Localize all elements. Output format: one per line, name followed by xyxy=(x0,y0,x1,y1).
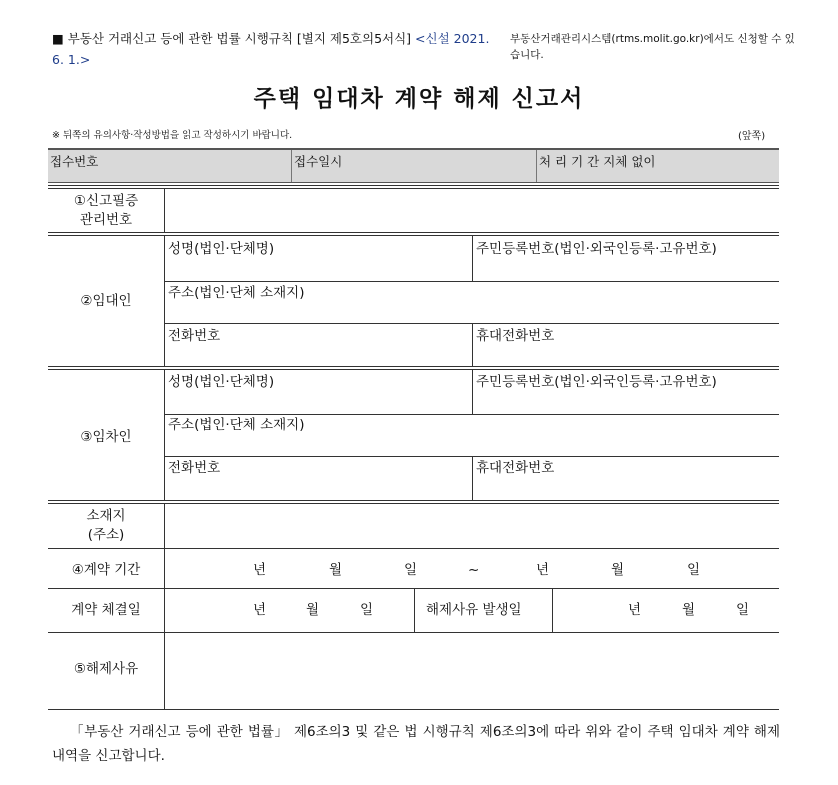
cancel-reason-label: ⑤해제사유 xyxy=(73,661,139,677)
cancel-reason-field[interactable] xyxy=(166,634,776,708)
location-label-line2: (주소) xyxy=(87,527,125,543)
online-filing-note: 부동산거래관리시스템(rtms.molit.go.kr)에서도 신청할 수 있습니다. xyxy=(510,33,795,61)
section-divider xyxy=(48,500,779,504)
amendment-note: <신설 2021. 6. 1.> xyxy=(52,31,490,67)
landlord-mobile-field[interactable]: 휴대전화번호 xyxy=(476,328,555,344)
landlord-label: ②임대인 xyxy=(80,293,132,309)
column-divider xyxy=(164,189,165,232)
period-end-month[interactable]: 월 xyxy=(611,562,625,578)
landlord-phone-field[interactable]: 전화번호 xyxy=(168,328,221,344)
landlord-name-field[interactable]: 성명(법인·단체명) xyxy=(168,241,275,257)
period-end-day[interactable]: 일 xyxy=(687,562,701,578)
tenant-label: ③임차인 xyxy=(80,429,132,445)
period-start-year[interactable]: 년 xyxy=(253,562,267,578)
location-label xyxy=(48,507,164,545)
receipt-date-field: 접수일시 xyxy=(291,150,536,182)
period-start-month[interactable]: 월 xyxy=(329,562,343,578)
period-separator: ~ xyxy=(468,562,480,578)
cancel-date-day[interactable]: 일 xyxy=(736,602,750,618)
column-divider xyxy=(414,588,415,632)
column-divider xyxy=(472,456,473,500)
section-divider xyxy=(48,232,779,236)
table-bottom-border xyxy=(48,709,779,710)
form-reference xyxy=(52,28,504,70)
report-id-label xyxy=(48,192,164,230)
landlord-regno-field[interactable]: 주민등록번호(법인·외국인등록·고유번호) xyxy=(476,241,717,257)
contract-date-label: 계약 체결일 xyxy=(71,602,141,618)
declaration-statement: 「부동산 거래신고 등에 관한 법률」 제6조의3 및 같은 법 시행규칙 제6조의3에 따라 위와 같이 주택 임대차 계약 해제 내역을 신고합니다. xyxy=(52,724,780,764)
column-divider xyxy=(164,236,165,366)
tenant-regno-field[interactable]: 주민등록번호(법인·외국인등록·고유번호) xyxy=(476,374,717,390)
report-id-label-line2: 관리번호 xyxy=(79,212,133,228)
contract-date-year[interactable]: 년 xyxy=(253,602,267,618)
row-divider xyxy=(164,414,779,415)
landlord-address-field[interactable]: 주소(법인·단체 소재지) xyxy=(168,285,305,301)
period-start-day[interactable]: 일 xyxy=(404,562,418,578)
cancel-date-label: 해제사유 발생일 xyxy=(426,602,522,618)
column-divider xyxy=(164,504,165,710)
contract-date-day[interactable]: 일 xyxy=(360,602,374,618)
page-side-label: (앞쪽) xyxy=(738,131,766,142)
column-divider xyxy=(472,236,473,281)
tenant-address-field[interactable]: 주소(법인·단체 소재지) xyxy=(168,417,305,433)
contract-date-month[interactable]: 월 xyxy=(306,602,320,618)
row-divider xyxy=(164,281,779,282)
instruction-note: ※ 뒤쪽의 유의사항·작성방법을 읽고 작성하시기 바랍니다. xyxy=(52,130,293,141)
column-divider xyxy=(472,323,473,366)
office-use-row xyxy=(48,148,779,183)
tenant-phone-field[interactable]: 전화번호 xyxy=(168,460,221,476)
period-end-year[interactable]: 년 xyxy=(536,562,550,578)
column-divider xyxy=(472,370,473,415)
receipt-number-field: 접수번호 xyxy=(50,154,99,169)
cancel-date-year[interactable]: 년 xyxy=(628,602,642,618)
column-divider xyxy=(552,588,553,632)
location-label-line1: 소재지 xyxy=(86,508,126,524)
form-title: 주택 임대차 계약 해제 신고서 xyxy=(253,86,585,112)
report-id-label-line1: ①신고필증 xyxy=(73,193,139,209)
row-divider xyxy=(48,632,779,633)
section-divider xyxy=(48,185,779,189)
processing-period-field: 처 리 기 간 지체 없이 xyxy=(536,150,779,182)
column-divider xyxy=(164,370,165,500)
cancel-date-month[interactable]: 월 xyxy=(682,602,696,618)
rule-reference: ■ 부동산 거래신고 등에 관한 법률 시행규칙 [별지 제5호의5서식] xyxy=(52,31,412,46)
tenant-mobile-field[interactable]: 휴대전화번호 xyxy=(476,460,555,476)
section-divider xyxy=(48,366,779,370)
row-divider xyxy=(48,548,779,549)
contract-period-label: ④계약 기간 xyxy=(71,562,141,578)
tenant-name-field[interactable]: 성명(법인·단체명) xyxy=(168,374,275,390)
